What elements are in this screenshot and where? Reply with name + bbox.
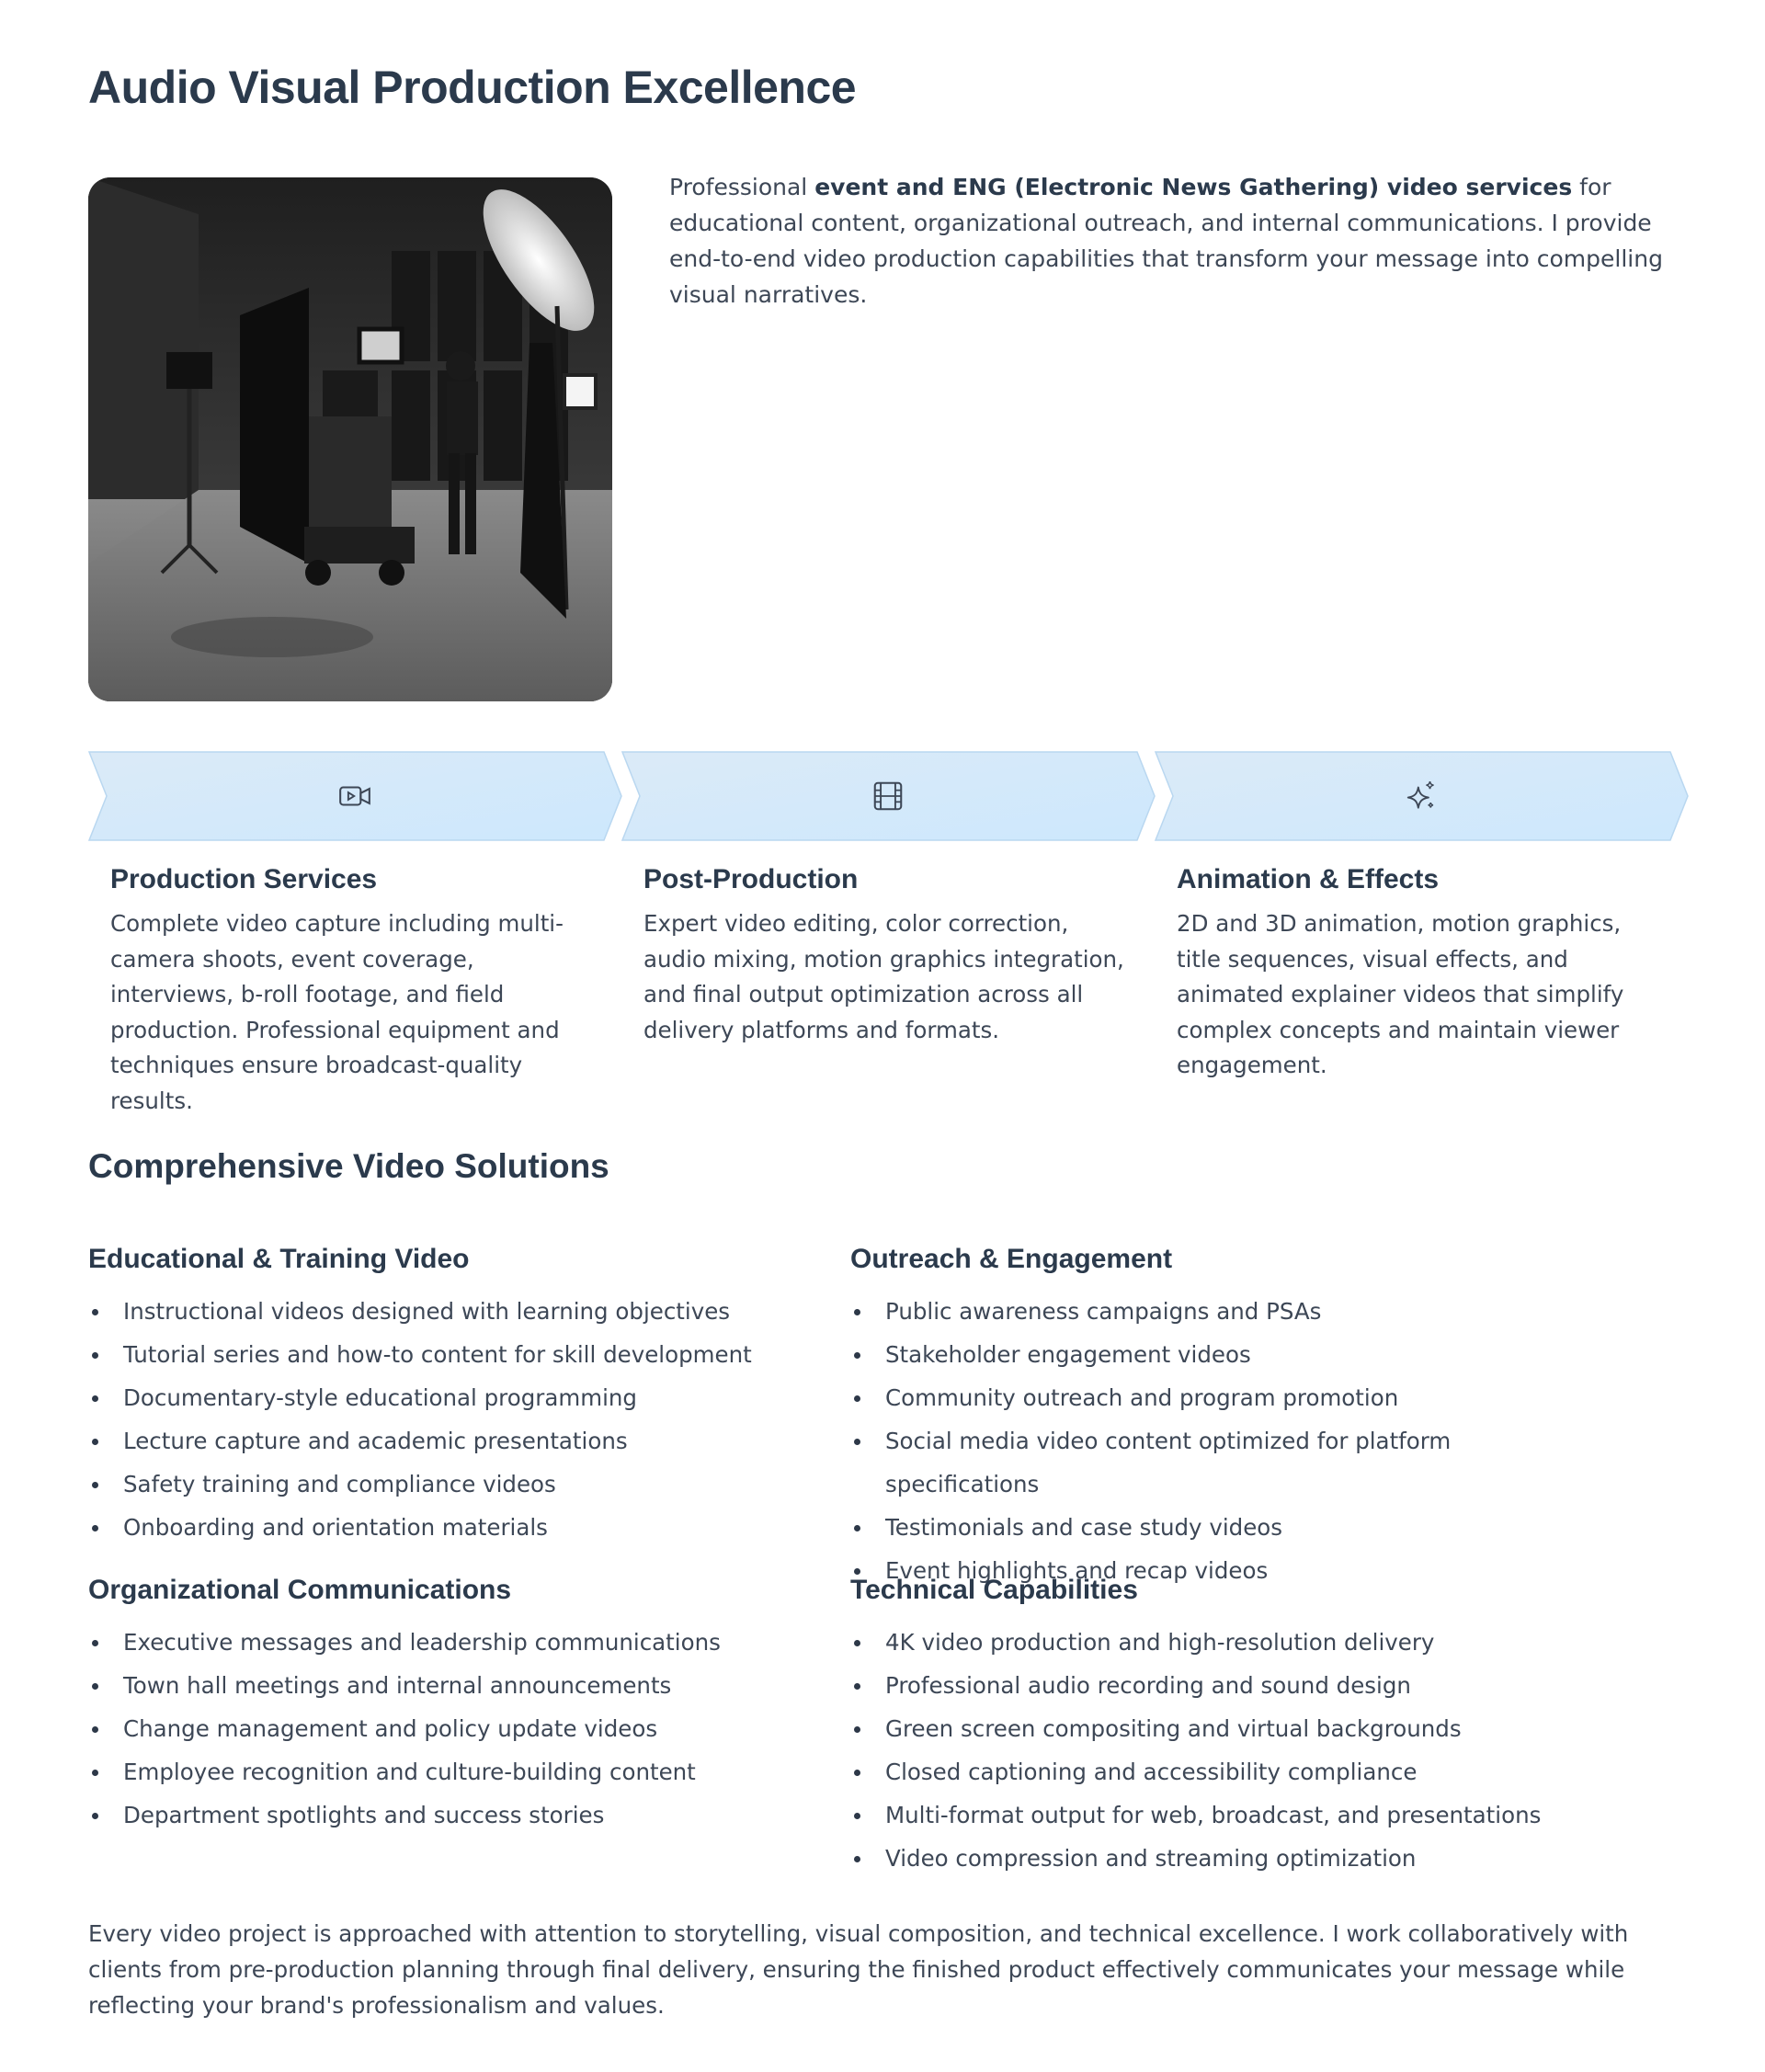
service-title: Production Services xyxy=(110,864,378,894)
page-title: Audio Visual Production Excellence xyxy=(88,62,857,113)
service-chevrons xyxy=(88,751,1690,841)
list-item: Professional audio recording and sound design xyxy=(850,1664,1604,1707)
solution-title: Educational & Training Video xyxy=(88,1244,470,1274)
video-camera-icon xyxy=(337,779,372,814)
solution-organizational xyxy=(88,1575,842,1837)
list-item: Department spotlights and success stories xyxy=(88,1793,842,1837)
service-description: 2D and 3D animation, motion graphics, title sequences, visual effects, and animated explainer videos that simplify complex concepts and maintain viewer engagement. xyxy=(1177,910,1624,1078)
list-item: Safety training and compliance videos xyxy=(88,1463,842,1506)
list-item: Social media video content optimized for platform specifications xyxy=(850,1419,1604,1506)
sparkles-icon xyxy=(1404,779,1439,814)
list-item: Town hall meetings and internal announcements xyxy=(88,1664,842,1707)
service-production xyxy=(110,864,598,1119)
video-studio-photo xyxy=(88,177,612,701)
service-post-production xyxy=(643,864,1131,1048)
list-item: Green screen compositing and virtual backgrounds xyxy=(850,1707,1604,1750)
service-title: Post-Production xyxy=(643,864,859,894)
list-item: Change management and policy update videos xyxy=(88,1707,842,1750)
list-item: Multi-format output for web, broadcast, and presentations xyxy=(850,1793,1604,1837)
list-item: Employee recognition and culture-building content xyxy=(88,1750,842,1793)
hero-image xyxy=(88,177,612,701)
list-item: Instructional videos designed with learning objectives xyxy=(88,1290,842,1333)
outro-text: Every video project is approached with attention to storytelling, visual composition, and technical excellence. I work collaboratively with clients from pre-production planning through final delivery, ensuring the finished product effectively communicates your message while reflecting your brand's professionalism and values. xyxy=(88,1920,1629,2019)
list-item: Video compression and streaming optimization xyxy=(850,1837,1604,1880)
solution-title: Outreach & Engagement xyxy=(850,1244,1173,1274)
list-item: Testimonials and case study videos xyxy=(850,1506,1604,1549)
intro-highlight: event and ENG (Electronic News Gathering) video services xyxy=(814,174,1573,200)
solution-list xyxy=(88,1621,842,1837)
solution-outreach xyxy=(850,1244,1604,1592)
solution-title: Technical Capabilities xyxy=(850,1575,1138,1605)
solution-title: Organizational Communications xyxy=(88,1575,512,1605)
list-item: Public awareness campaigns and PSAs xyxy=(850,1290,1604,1333)
service-description: Expert video editing, color correction, audio mixing, motion graphics integration, and final output optimization across all delivery platforms and formats. xyxy=(643,910,1124,1043)
list-item: Tutorial series and how-to content for skill development xyxy=(88,1333,842,1376)
solutions-title: Comprehensive Video Solutions xyxy=(88,1147,609,1185)
list-item: Onboarding and orientation materials xyxy=(88,1506,842,1549)
list-item: Stakeholder engagement videos xyxy=(850,1333,1604,1376)
film-strip-icon xyxy=(871,779,905,814)
list-item: Community outreach and program promotion xyxy=(850,1376,1604,1419)
list-item: Closed captioning and accessibility compliance xyxy=(850,1750,1604,1793)
service-animation xyxy=(1177,864,1664,1084)
solution-list xyxy=(850,1290,1604,1592)
list-item: Event highlights and recap videos xyxy=(850,1549,1604,1592)
solution-list xyxy=(88,1290,842,1549)
solution-educational xyxy=(88,1244,842,1549)
intro-text: Professional event and ENG (Electronic News Gathering) video services for educational content, organizational outreach, and internal communications. I provide end-to-end video production capabilities that transform your message into compelling visual narratives. xyxy=(669,174,1663,308)
list-item: Lecture capture and academic presentations xyxy=(88,1419,842,1463)
list-item: Executive messages and leadership communications xyxy=(88,1621,842,1664)
list-item: 4K video production and high-resolution delivery xyxy=(850,1621,1604,1664)
service-title: Animation & Effects xyxy=(1177,864,1440,894)
solution-list xyxy=(850,1621,1604,1880)
service-description: Complete video capture including multi-camera shoots, event coverage, interviews, b-roll footage, and field production. Professional equipment and techniques ensure broadcast-quality results. xyxy=(110,910,564,1114)
list-item: Documentary-style educational programming xyxy=(88,1376,842,1419)
solution-technical xyxy=(850,1575,1604,1880)
